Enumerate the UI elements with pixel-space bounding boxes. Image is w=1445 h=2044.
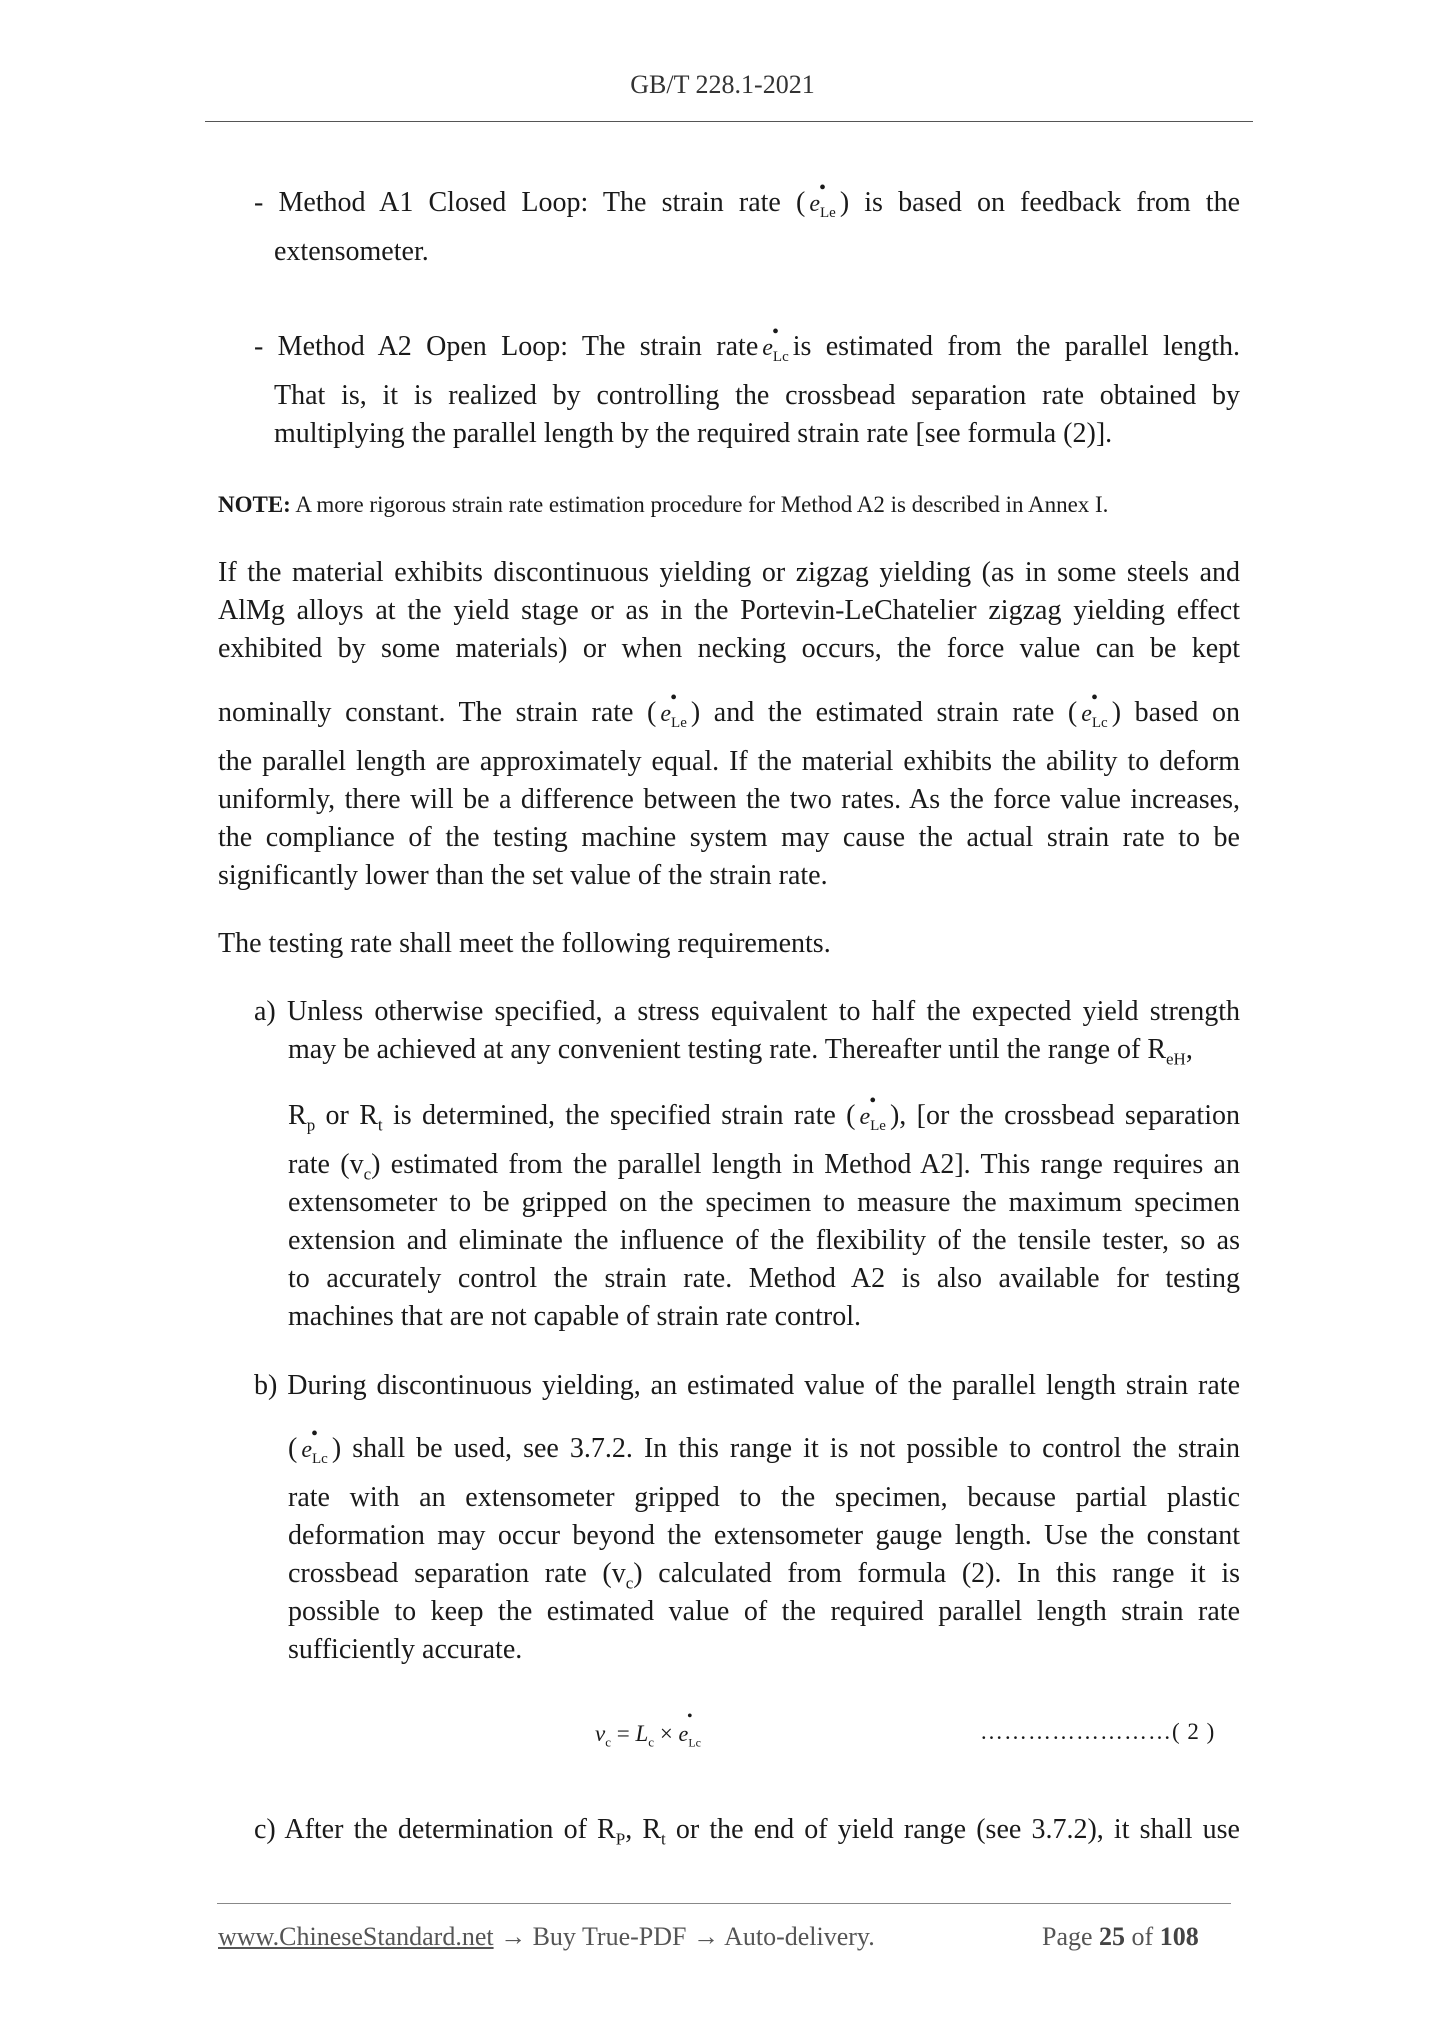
item-a-line-2: may be achieved at any convenient testing rate. Thereafter until the range of $R_{eH}$, [288,1034,1193,1069]
para1-line-3: exhibited by some materials) or when necking occurs, the force value can be kept [218,633,1240,664]
formula-2: $\nu_c = L_c$ × • $e_{Lc}$ [595,1708,701,1750]
note-label: NOTE: [218,492,291,517]
strain-rate-le-symbol: • $e_{Le}$ [809,177,836,221]
para1-line-1: If the material exhibits discontinuous yielding or zigzag yielding (as in some steels and [218,557,1240,588]
strain-rate-le-symbol: • $e_{Le}$ [660,687,687,731]
item-a-line-6: extension and eliminate the influence of the flexibility of the tensile tester, so as [288,1225,1240,1256]
item-a-line-8: machines that are not capable of strain rate control. [288,1301,861,1332]
method-a2-line-2: That is, it is realized by controlling the crossbead separation rate obtained by [274,380,1240,411]
item-b-line-4: deformation may occur beyond the extensometer gauge length. Use the constant [288,1520,1240,1551]
para1-line-4: nominally constant. The strain rate ( • $e_{Le}$ ) and the estimated strain rate ( • $e_{Lc}$ ) based on [218,694,1240,742]
formula-number: ……………………( 2 ) [980,1719,1216,1744]
method-a2-line-3: multiplying the parallel length by the required strain rate [see formula (2)]. [274,418,1113,449]
item-b-line-6: possible to keep the estimated value of the required parallel length strain rate [288,1596,1240,1627]
arrow-icon: → [686,1922,725,1951]
header-divider [205,121,1253,122]
item-a-line-3: $R_p$ or $R_t$ is determined, the specified strain rate ( • $e_{Le}$ ), [or the crossbead separation [288,1097,1240,1145]
item-b-line-2: ( • $e_{Lc}$ ) shall be used, see 3.7.2. In this range it is not possible to control the strain [288,1430,1240,1478]
strain-rate-le-symbol: • $e_{Le}$ [859,1090,886,1134]
strain-rate-lc-symbol: • $e_{Lc}$ [678,1708,701,1750]
page-header: GB/T 228.1-2021 [630,70,815,99]
method-a1-line-2: extensometer. [274,236,429,267]
item-c-line-1: c) After the determination of $R_P$, $R_t$ or the end of yield range (see 3.7.2), it shall use [254,1814,1240,1849]
site-link[interactable]: www.ChineseStandard.net [218,1922,494,1951]
strain-rate-lc-symbol: • $e_{Lc}$ [1081,687,1108,731]
item-a-line-1: a) Unless otherwise specified, a stress equivalent to half the expected yield strength [254,996,1240,1027]
para1-line-2: AlMg alloys at the yield stage or as in the Portevin-LeChatelier zigzag yielding effect [218,595,1240,626]
item-b-line-7: sufficiently accurate. [288,1634,523,1665]
para1-line-6: uniformly, there will be a difference between the two rates. As the force value increases, [218,784,1240,815]
para1-line-7: the compliance of the testing machine system may cause the actual strain rate to be [218,822,1240,853]
para2: The testing rate shall meet the following requirements. [218,928,831,959]
strain-rate-lc-symbol: • $e_{Lc}$ [762,321,789,365]
para1-line-5: the parallel length are approximately equal. If the material exhibits the ability to deform [218,746,1240,777]
arrow-icon: → [493,1922,533,1951]
item-a-line-4: rate $(v_c)$ estimated from the parallel length in Method A2]. This range requires an [288,1149,1240,1184]
footer-links: www.ChineseStandard.net → Buy True-PDF → Auto-delivery. [218,1922,875,1951]
item-b-line-1: b) During discontinuous yielding, an estimated value of the parallel length strain rate [254,1370,1240,1401]
method-a2-line-1: - Method A2 Open Loop: The strain rate • $e_{Lc}$ is estimated from the parallel length. [254,328,1240,376]
note-paragraph: NOTE: A more rigorous strain rate estimation procedure for Method A2 is described in Annex I. [218,492,1109,517]
item-a-line-5: extensometer to be gripped on the specimen to measure the maximum specimen [288,1187,1240,1218]
strain-rate-lc-symbol: • $e_{Lc}$ [301,1423,328,1467]
item-b-line-5: crossbead separation rate $(v_c)$ calculated from formula (2). In this range it is [288,1558,1240,1593]
item-b-line-3: rate with an extensometer gripped to the specimen, because partial plastic [288,1482,1240,1513]
footer-divider [217,1903,1231,1904]
para1-line-8: significantly lower than the set value of the strain rate. [218,860,828,891]
method-a1-line-1: - Method A1 Closed Loop: The strain rate ( • $e_{Le}$ ) is based on feedback from the [254,184,1240,232]
page-number: Page 25 of 108 [1042,1922,1199,1951]
item-a-line-7: to accurately control the strain rate. Method A2 is also available for testing [288,1263,1240,1294]
buy-true-pdf-link[interactable]: Buy True-PDF [532,1922,687,1951]
